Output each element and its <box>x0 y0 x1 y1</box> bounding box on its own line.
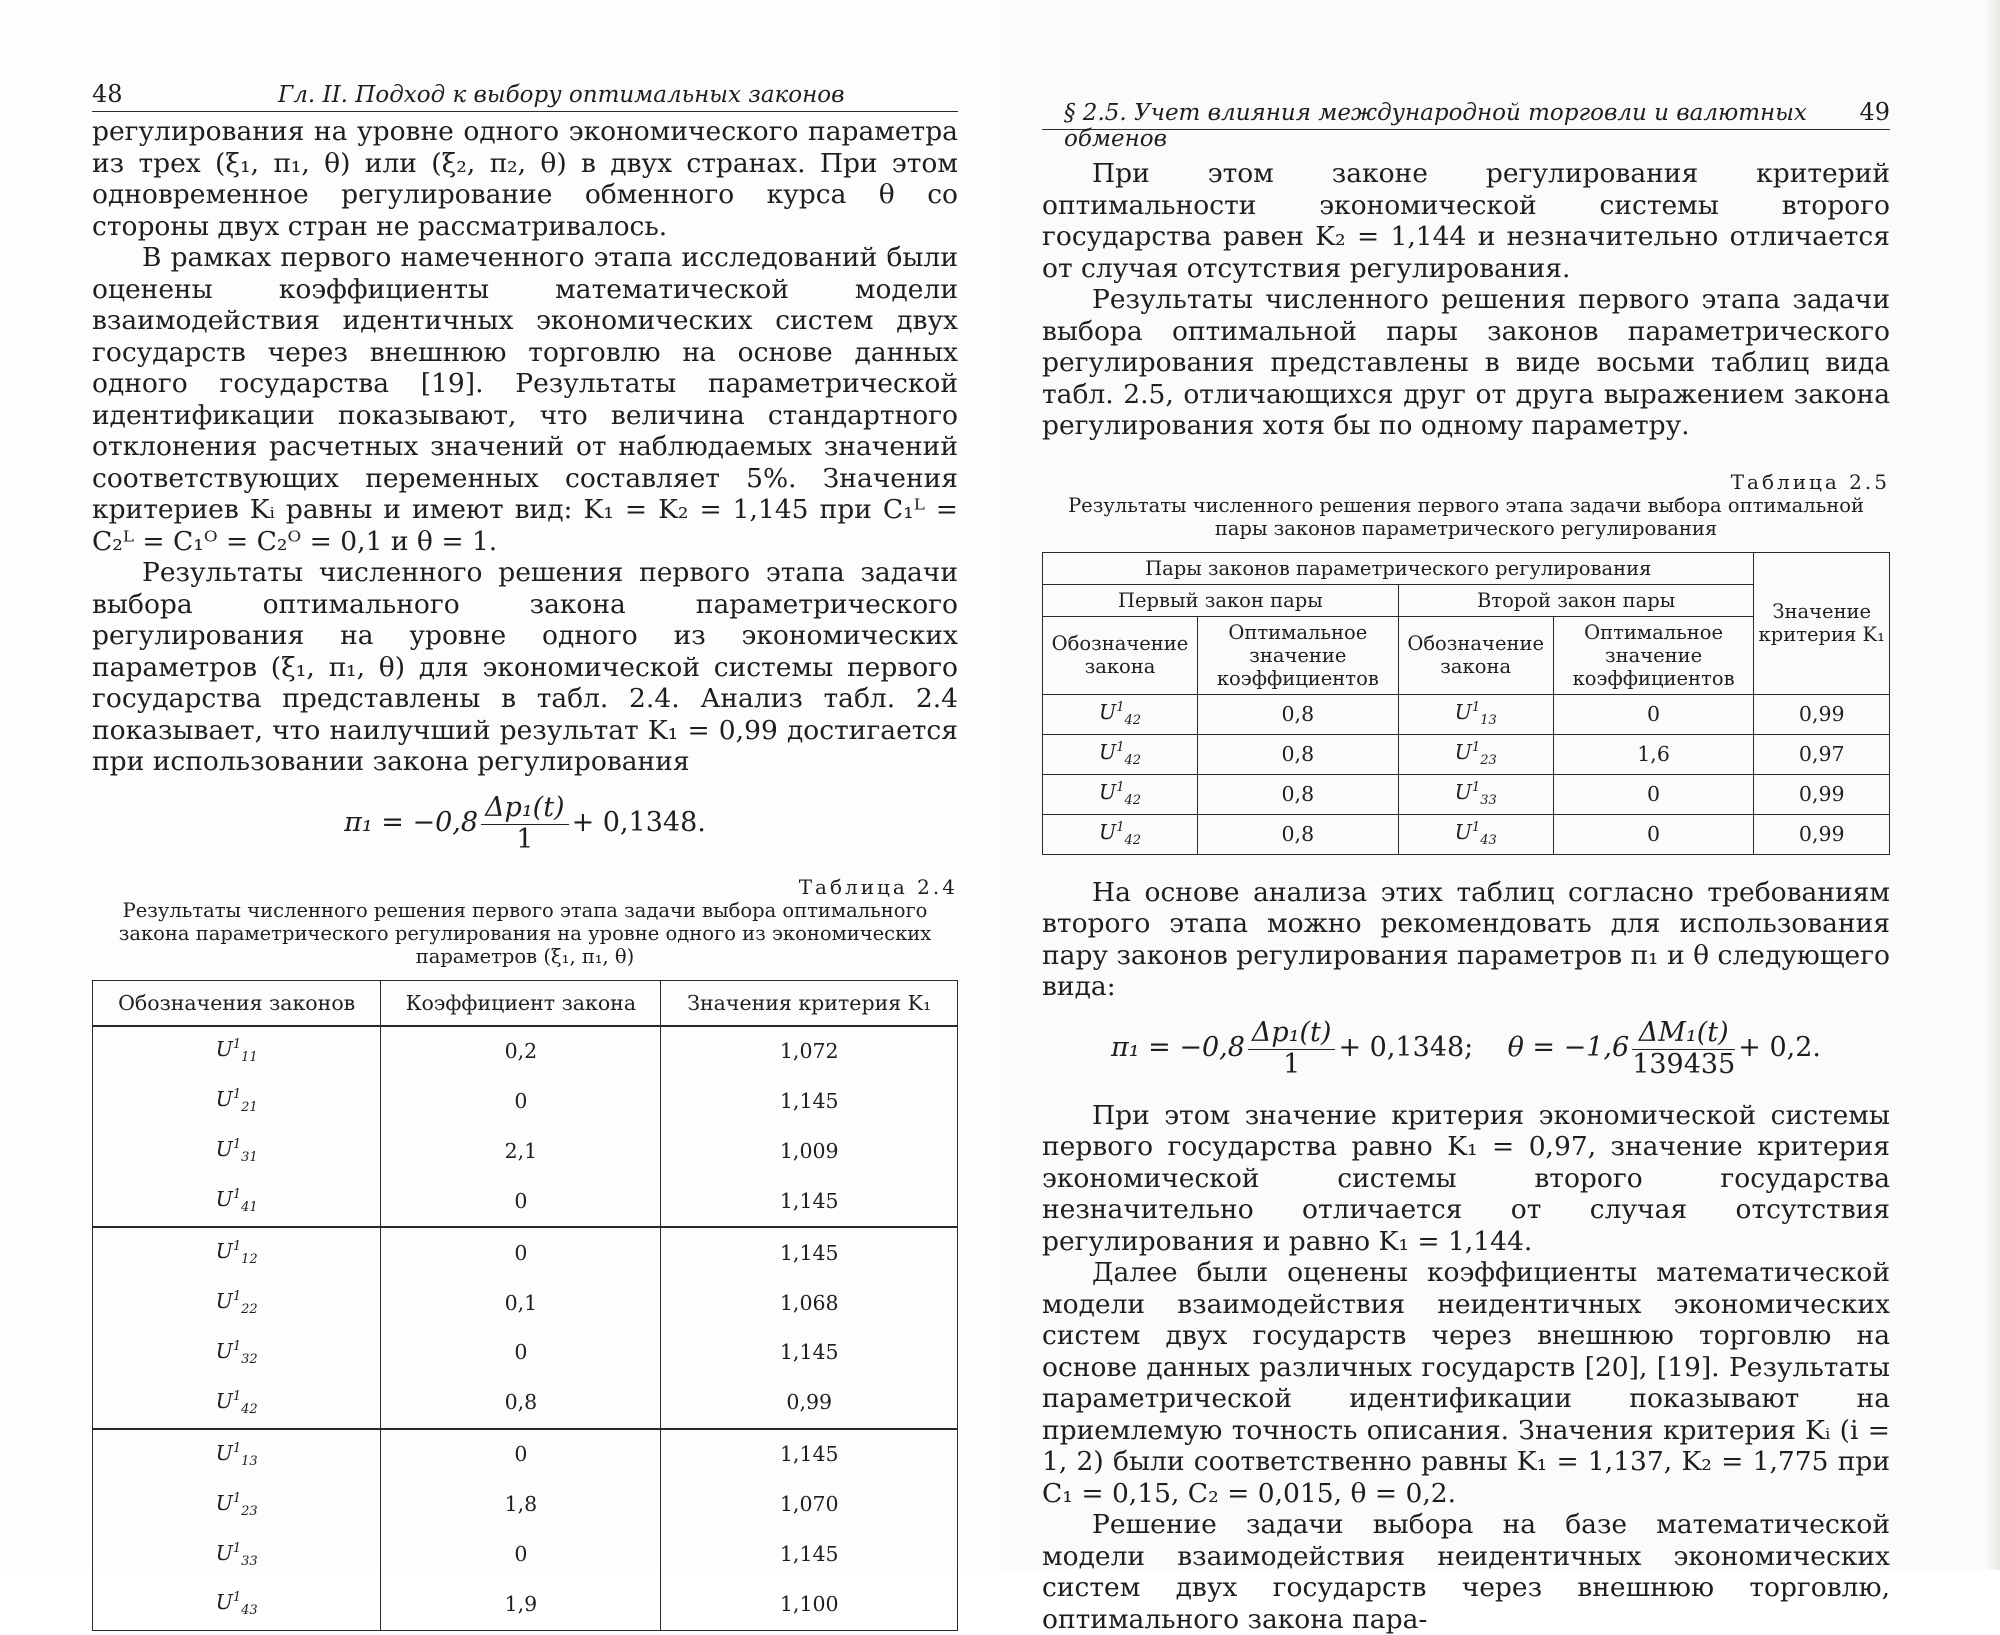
law-cell <box>93 1429 381 1480</box>
table-row <box>93 1227 958 1278</box>
coefficient-cell: 0,2 <box>381 1026 661 1077</box>
criterion-cell: 1,068 <box>661 1278 958 1328</box>
criterion-cell: 1,145 <box>661 1429 958 1480</box>
law-symbol: $U^1_{33}$ <box>1454 779 1497 809</box>
law-symbol: $U^1_{23}$ <box>215 1490 258 1519</box>
law-symbol: $U^1_{42}$ <box>1098 699 1142 729</box>
law-symbol: $U^1_{31}$ <box>215 1137 258 1166</box>
right-running-head <box>1042 90 1890 152</box>
law-cell <box>93 1026 381 1077</box>
law-cell <box>93 1580 381 1630</box>
table-2-4-caption: Таблица 2.4 <box>798 874 958 899</box>
table-row <box>93 1378 958 1429</box>
criterion-cell: 1,145 <box>661 1328 958 1378</box>
header-optimal: Оптимальное значение коэффициентов <box>1197 616 1398 694</box>
coefficient-cell: 0 <box>381 1076 661 1126</box>
first-coefficient-cell: 0,8 <box>1197 694 1398 734</box>
law-cell <box>93 1480 381 1530</box>
right-formula <box>1042 1017 1890 1080</box>
header-designation: Обозначение закона <box>1398 616 1553 694</box>
right-page <box>1000 0 2000 1635</box>
coefficient-cell: 1,8 <box>381 1480 661 1530</box>
first-coefficient-cell: 0,8 <box>1197 774 1398 814</box>
table-row <box>93 1278 958 1328</box>
coefficient-cell: 0 <box>381 1530 661 1580</box>
criterion-cell: 1,145 <box>661 1530 958 1580</box>
criterion-cell: 1,145 <box>661 1076 958 1126</box>
law-symbol: $U^1_{23}$ <box>1454 739 1497 769</box>
coefficient-cell: 0 <box>381 1328 661 1378</box>
right-paragraph-2: Результаты численного решения первого этапа задачи выбора оптимальной пары законов параметрического регулирования представлены в виде восьми таблиц вида табл. 2.5, отличающихся друг от друга выражением закона регулирования хотя бы по одному параметру. <box>1042 284 1890 441</box>
table-row <box>93 1126 958 1176</box>
formula-lhs: π₁ = −0,8 <box>344 806 479 838</box>
criterion-cell: 1,072 <box>661 1026 958 1077</box>
table-row <box>93 1076 958 1126</box>
law-cell <box>93 1278 381 1328</box>
law-symbol: $U^1_{42}$ <box>215 1388 258 1417</box>
law-cell <box>93 1530 381 1580</box>
fraction-denominator: 1 <box>516 823 534 855</box>
header-pairs: Пары законов параметрического регулирования <box>1043 552 1754 584</box>
law-cell <box>93 1076 381 1126</box>
coefficient-cell: 0 <box>381 1227 661 1278</box>
table-2-5-title: Результаты численного решения первого этапа задачи выбора оптимальной пары законов параметрического регулирования <box>1068 493 1864 540</box>
table-row <box>1043 814 1890 854</box>
left-paragraph-1: регулирования на уровне одного экономического параметра из трех (ξ₁, π₁, θ) или (ξ₂, π₂, θ) в двух странах. При этом одновременное регулирование обменного курса θ со стороны двух стран не рассматривалось. <box>92 116 958 242</box>
second-law-cell <box>1398 734 1553 774</box>
criterion-cell: 1,009 <box>661 1126 958 1176</box>
law-symbol: $U^1_{43}$ <box>1454 819 1497 849</box>
first-law-cell <box>1043 734 1198 774</box>
header-criterion: Значение критерия K₁ <box>1754 552 1890 694</box>
formula-fraction <box>481 792 569 855</box>
table-group <box>93 1429 958 1630</box>
law-symbol: $U^1_{12}$ <box>215 1239 258 1268</box>
header-second-law: Второй закон пары <box>1398 584 1754 616</box>
right-paragraph-5: Далее были оценены коэффициенты математической модели взаимодействия неидентичных экономических систем двух государств через внешнюю торговлю на основе данных различных государств [20], [19]. Результаты параметрической идентификации показывают на приемлемую точность описания. Значения критерия Kᵢ (i = 1, 2) были соответственно равны K₁ = 1,137, K₂ = 1,775 при C₁ = 0,15, C₂ = 0,015, θ = 0,2. <box>1042 1257 1890 1509</box>
left-paragraph-3: Результаты численного решения первого этапа задачи выбора оптимального закона параметрического регулирования на уровне одного из экономических параметров (ξ₁, π₁, θ) для экономической системы первого государства представлены в табл. 2.4. Анализ табл. 2.4 показывает, что наилучший результат K₁ = 0,99 достигается при использовании закона регулирования <box>92 557 958 777</box>
law-symbol: $U^1_{22}$ <box>215 1288 258 1318</box>
left-formula <box>92 792 958 855</box>
law-symbol: $U^1_{42}$ <box>1098 819 1142 849</box>
criterion-cell: 1,100 <box>661 1580 958 1630</box>
formula-fraction <box>1248 1017 1336 1080</box>
column-header: Коэффициент закона <box>381 980 661 1026</box>
left-running-head <box>92 72 958 112</box>
first-law-cell <box>1043 774 1198 814</box>
table-2-4 <box>92 980 958 1631</box>
fraction-numerator: Δp₁(t) <box>1248 1017 1336 1050</box>
header-rule <box>1042 129 1890 130</box>
law-cell <box>93 1176 381 1227</box>
law-symbol: $U^1_{21}$ <box>215 1087 258 1116</box>
table-group <box>93 1026 958 1228</box>
criterion-cell: 0,99 <box>1754 694 1890 734</box>
column-header: Обозначения законов <box>93 980 381 1026</box>
header-first-law: Первый закон пары <box>1043 584 1399 616</box>
left-page <box>0 0 1000 1619</box>
coefficient-cell: 1,9 <box>381 1580 661 1630</box>
right-paragraph-3: На основе анализа этих таблиц согласно требованиям второго этапа можно рекомендовать для использования пару законов регулирования параметров π₁ и θ следующего вида: <box>1042 876 1890 1002</box>
table-group <box>93 1227 958 1429</box>
law-symbol: $U^1_{42}$ <box>1098 739 1142 769</box>
table-row <box>1043 694 1890 734</box>
second-coefficient-cell: 0 <box>1553 814 1754 854</box>
table-row <box>93 1429 958 1480</box>
criterion-cell: 0,99 <box>1754 814 1890 854</box>
criterion-cell: 1,145 <box>661 1227 958 1278</box>
law-cell <box>93 1328 381 1378</box>
table-row <box>93 1026 958 1077</box>
right-paragraph-6: Решение задачи выбора на базе математической модели взаимодействия неидентичных экономических систем двух государств через внешнюю торговлю, оптимального закона пара- <box>1042 1509 1890 1635</box>
first-coefficient-cell: 0,8 <box>1197 734 1398 774</box>
formula-lhs: θ = −1,6 <box>1507 1031 1630 1063</box>
formula-tail: + 0,2. <box>1738 1031 1821 1063</box>
law-cell <box>93 1378 381 1429</box>
law-cell <box>93 1227 381 1278</box>
table-row <box>1043 734 1890 774</box>
law-symbol: $U^1_{32}$ <box>215 1338 258 1367</box>
coefficient-cell: 0,8 <box>381 1378 661 1429</box>
table-row <box>93 1530 958 1580</box>
second-coefficient-cell: 0 <box>1553 694 1754 734</box>
right-paragraph-1: При этом законе регулирования критерий оптимальности экономической системы второго государства равен K₂ = 1,144 и незначительно отличается от случая отсутствия регулирования. <box>1042 158 1890 284</box>
criterion-cell: 0,97 <box>1754 734 1890 774</box>
header-designation: Обозначение закона <box>1043 616 1198 694</box>
coefficient-cell: 2,1 <box>381 1126 661 1176</box>
second-coefficient-cell: 0 <box>1553 774 1754 814</box>
criterion-cell: 0,99 <box>1754 774 1890 814</box>
coefficient-cell: 0 <box>381 1176 661 1227</box>
law-cell <box>93 1126 381 1176</box>
law-symbol: $U^1_{33}$ <box>215 1540 258 1569</box>
right-page-number: 49 <box>1859 98 1890 126</box>
fraction-denominator: 139435 <box>1632 1048 1736 1080</box>
fraction-numerator: ΔM₁(t) <box>1632 1017 1735 1050</box>
book-page-edge <box>1986 0 2000 1570</box>
law-symbol: $U^1_{43}$ <box>215 1590 258 1619</box>
first-law-cell <box>1043 694 1198 734</box>
table-row <box>1043 774 1890 814</box>
second-law-cell <box>1398 814 1553 854</box>
table-2-5 <box>1042 552 1890 855</box>
column-header: Значения критерия K₁ <box>661 980 958 1026</box>
left-running-title: Гл. II. Подход к выбору оптимальных законов <box>278 82 845 108</box>
second-coefficient-cell: 1,6 <box>1553 734 1754 774</box>
fraction-numerator: Δp₁(t) <box>481 792 569 825</box>
formula-tail: + 0,1348. <box>571 806 706 838</box>
right-running-title: § 2.5. Учет влияния международной торговли и валютных обменов <box>1064 100 1807 152</box>
table-2-4-title: Результаты численного решения первого этапа задачи выбора оптимального закона параметрического регулирования на уровне одного из экономических параметров (ξ₁, π₁, θ) <box>118 898 932 968</box>
law-symbol: $U^1_{11}$ <box>215 1037 258 1066</box>
formula-tail: + 0,1348; <box>1338 1031 1474 1063</box>
second-law-cell <box>1398 774 1553 814</box>
law-symbol: $U^1_{13}$ <box>1454 699 1497 729</box>
header-rule <box>92 111 958 112</box>
first-coefficient-cell: 0,8 <box>1197 814 1398 854</box>
header-optimal: Оптимальное значение коэффициентов <box>1553 616 1754 694</box>
right-paragraph-4: При этом значение критерия экономической системы первого государства равно K₁ = 0,97, значение критерия экономической системы второго государства незначительно отличается от случая отсутствия регулирования и равно K₁ = 1,144. <box>1042 1099 1890 1257</box>
fraction-denominator: 1 <box>1283 1048 1301 1080</box>
law-symbol: $U^1_{42}$ <box>1098 779 1142 809</box>
table-row <box>93 1480 958 1530</box>
criterion-cell: 0,99 <box>661 1378 958 1429</box>
table-row <box>93 1328 958 1378</box>
left-page-number: 48 <box>92 80 123 108</box>
criterion-cell: 1,070 <box>661 1480 958 1530</box>
criterion-cell: 1,145 <box>661 1176 958 1227</box>
formula-fraction <box>1632 1017 1735 1080</box>
table-2-5-body <box>1043 694 1890 854</box>
coefficient-cell: 0 <box>381 1429 661 1480</box>
table-2-5-caption: Таблица 2.5 <box>1730 469 1890 494</box>
law-symbol: $U^1_{41}$ <box>215 1187 258 1216</box>
formula-lhs: π₁ = −0,8 <box>1111 1031 1245 1063</box>
second-law-cell <box>1398 694 1553 734</box>
left-paragraph-2: В рамках первого намеченного этапа исследований были оценены коэффициенты математической модели взаимодействия идентичных экономических систем двух государств через внешнюю торговлю на основе данных одного государства [19]. Результаты параметрической идентификации показывают, что величина стандартного отклонения расчетных значений от наблюдаемых значений соответствующих переменных составляет 5%. Значения критериев Kᵢ равны и имеют вид: K₁ = K₂ = 1,145 при C₁ᴸ = C₂ᴸ = C₁ᴼ = C₂ᴼ = 0,1 и θ = 1. <box>92 242 958 557</box>
first-law-cell <box>1043 814 1198 854</box>
law-symbol: $U^1_{13}$ <box>215 1440 258 1469</box>
table-row <box>93 1580 958 1630</box>
table-row <box>93 1176 958 1227</box>
coefficient-cell: 0,1 <box>381 1278 661 1328</box>
